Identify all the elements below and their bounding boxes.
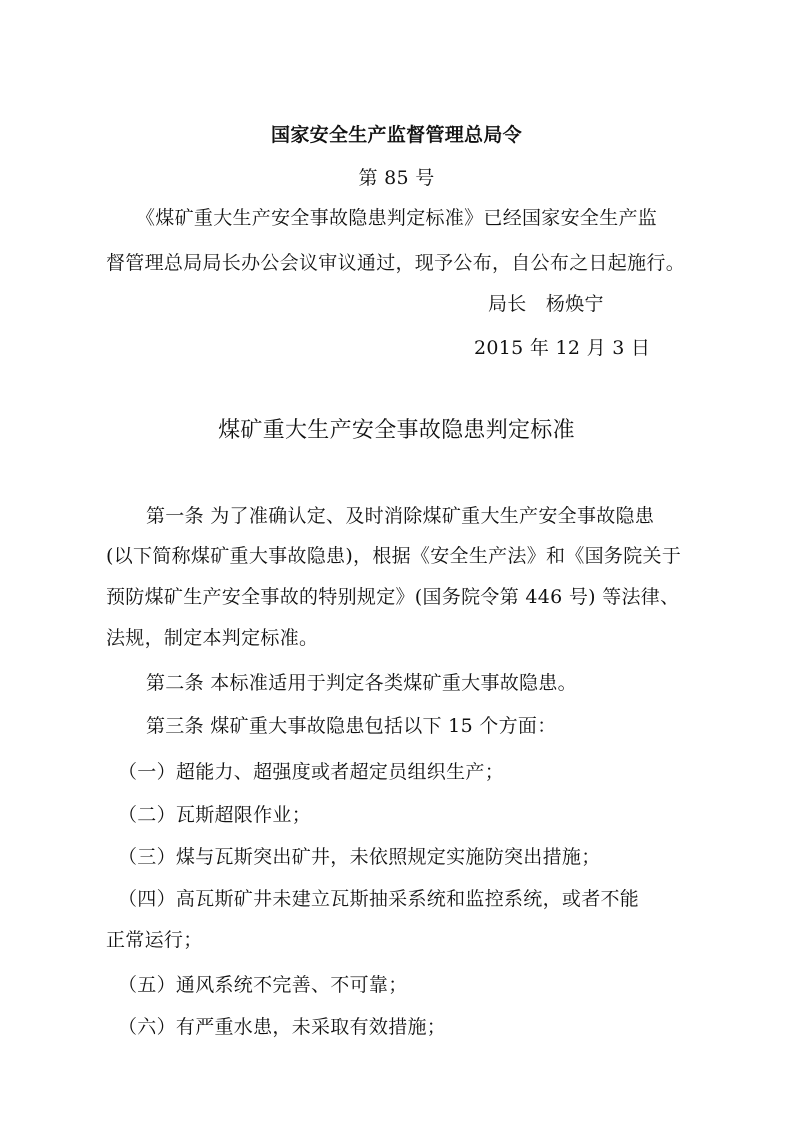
article-1-line: 预防煤矿生产安全事故的特别规定》(国务院令第 446 号) 等法律、 [106,586,680,608]
list-item: （三）煤与瓦斯突出矿井，未依照规定实施防突出措施； [118,846,601,868]
list-item: （二）瓦斯超限作业； [118,804,312,826]
list-item: （六）有严重水患，未采取有效措施； [118,1016,447,1038]
list-item: （一）超能力、超强度或者超定员组织生产； [118,761,505,783]
article-1-line: (以下简称煤矿重大事故隐患)，根据《安全生产法》和《国务院关于 [106,545,682,567]
list-item: （四）高瓦斯矿井未建立瓦斯抽采系统和监控系统，或者不能 [118,888,640,910]
order-body-line: 督管理总局局长办公会议审议通过，现予公布，自公布之日起施行。 [106,252,686,274]
article-1-line: 第一条 为了准确认定、及时消除煤矿重大生产安全事故隐患 [146,505,655,527]
list-item-continuation: 正常运行； [106,929,203,951]
list-item: （五）通风系统不完善、不可靠； [118,974,408,996]
order-issuer: 国家安全生产监督管理总局令 [271,124,522,146]
order-date: 2015 年 12 月 3 日 [474,337,651,359]
standard-title: 煤矿重大生产安全事故隐患判定标准 [218,418,575,443]
article-3: 第三条 煤矿重大事故隐患包括以下 15 个方面： [146,715,557,737]
order-signatory: 局长 杨焕宁 [488,293,604,315]
article-2: 第二条 本标准适用于判定各类煤矿重大事故隐患。 [146,672,577,694]
order-number: 第 85 号 [358,167,435,189]
article-1-line: 法规，制定本判定标准。 [106,627,319,649]
order-body-line: 《煤矿重大生产安全事故隐患判定标准》已经国家安全生产监 [136,207,658,229]
